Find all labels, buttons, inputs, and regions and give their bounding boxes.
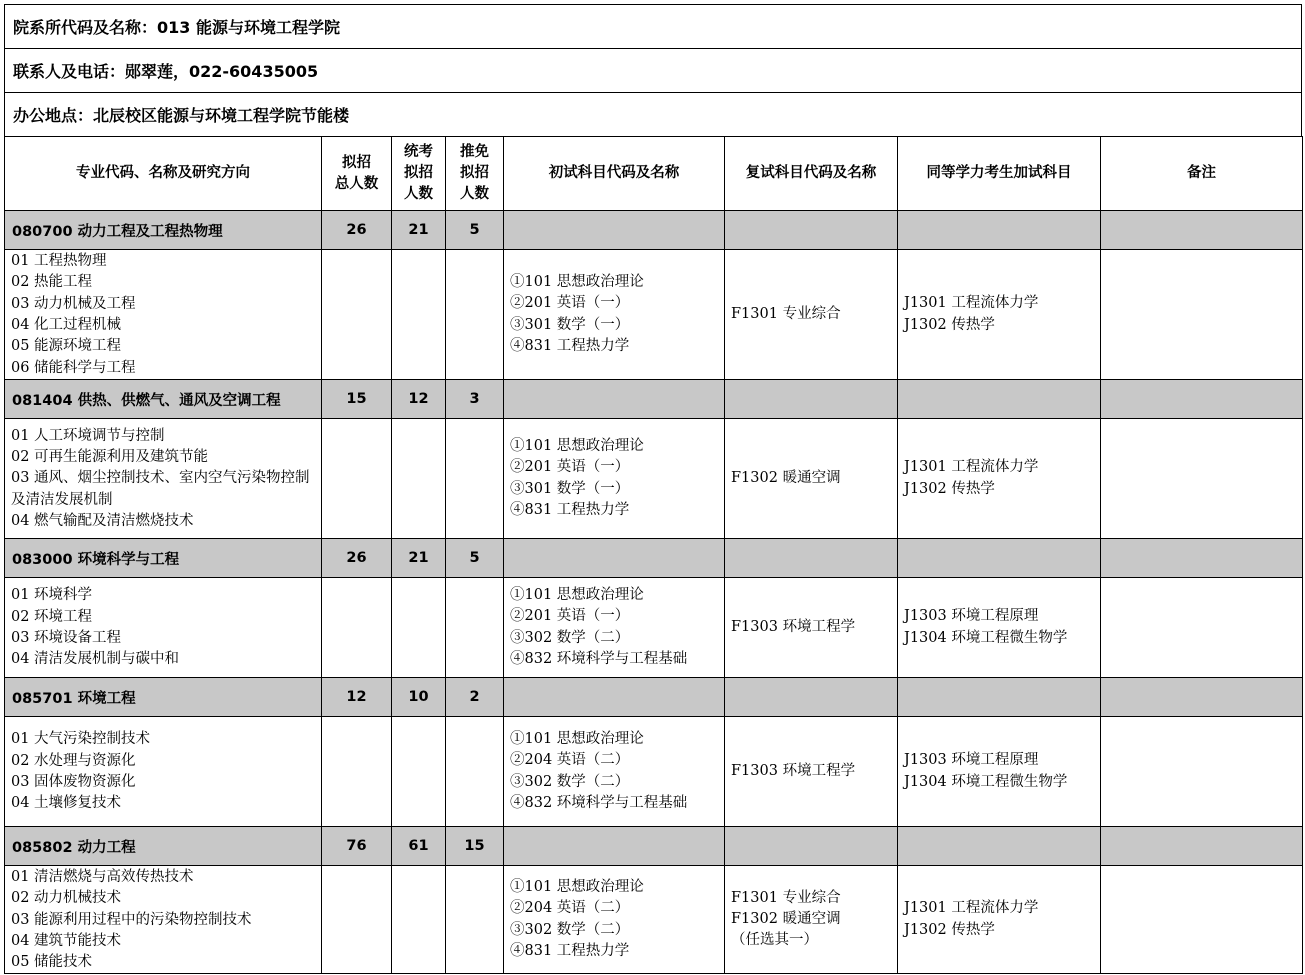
direction-item: 02 水处理与资源化 [11, 752, 136, 769]
retest-subjects [725, 866, 898, 974]
subject-item: ③301 数学（一） [510, 316, 630, 333]
detail-row [5, 717, 1303, 827]
direction-item: 03 通风、烟尘控制技术、室内空气污染物控制及清洁发展机制 [11, 470, 310, 508]
retest-item: F1303 环境工程学 [731, 618, 856, 635]
admission-sheet [4, 4, 1302, 974]
direction-item: 01 人工环境调节与控制 [11, 427, 165, 444]
empty-cell [504, 827, 725, 866]
empty-cell [898, 827, 1101, 866]
subject-item: ②201 英语（一） [510, 459, 630, 476]
subject-item: ②201 英语（一） [510, 295, 630, 312]
direction-item: 06 储能科学与工程 [11, 359, 136, 376]
subject-item: ④831 工程热力学 [510, 337, 630, 354]
major-name: 085701 环境工程 [5, 678, 322, 717]
major-row [5, 678, 1303, 717]
extra-item: J1301 工程流体力学 [904, 900, 1039, 917]
empty-cell [322, 866, 392, 974]
extra-subjects [898, 717, 1101, 827]
exempt-count: 2 [446, 678, 504, 717]
direction-item: 04 燃气输配及清洁燃烧技术 [11, 512, 194, 529]
empty-cell [725, 539, 898, 578]
exempt-count: 5 [446, 211, 504, 250]
subject-item: ①101 思想政治理论 [510, 586, 644, 603]
extra-subjects [898, 866, 1101, 974]
empty-cell [898, 380, 1101, 419]
subject-item: ①101 思想政治理论 [510, 273, 644, 290]
total-count: 26 [322, 539, 392, 578]
direction-item: 04 化工过程机械 [11, 317, 122, 333]
total-count: 26 [322, 211, 392, 250]
prelim-subjects [504, 250, 725, 380]
subject-item: ③302 数学（二） [510, 629, 630, 646]
detail-row [5, 419, 1303, 539]
col-major: 专业代码、名称及研究方向 [5, 137, 322, 211]
subject-item: ④832 环境科学与工程基础 [510, 794, 688, 811]
subject-item: ③302 数学（二） [510, 773, 630, 790]
exam-count: 61 [392, 827, 446, 866]
empty-cell [392, 866, 446, 974]
empty-cell [446, 717, 504, 827]
col-remark: 备注 [1101, 137, 1303, 211]
direction-item: 05 储能技术 [11, 954, 93, 971]
research-directions [5, 419, 322, 539]
direction-item: 01 清洁燃烧与高效传热技术 [11, 869, 194, 885]
subject-item: ④831 工程热力学 [510, 943, 630, 960]
empty-cell [504, 678, 725, 717]
extra-item: J1301 工程流体力学 [904, 295, 1039, 312]
empty-cell [898, 539, 1101, 578]
remark-cell [1101, 717, 1303, 827]
prelim-subjects [504, 419, 725, 539]
prelim-subjects [504, 578, 725, 678]
retest-subjects [725, 419, 898, 539]
subject-item: ②201 英语（一） [510, 608, 630, 625]
empty-cell [446, 866, 504, 974]
empty-cell [392, 419, 446, 539]
detail-row [5, 250, 1303, 380]
research-directions [5, 578, 322, 678]
retest-item: F1301 专业综合 [731, 305, 841, 322]
empty-cell [322, 250, 392, 380]
direction-item: 04 土壤修复技术 [11, 795, 122, 812]
empty-cell [504, 380, 725, 419]
extra-item: J1304 环境工程微生物学 [904, 773, 1068, 790]
majors-table [4, 136, 1303, 974]
exam-count: 21 [392, 539, 446, 578]
direction-item: 02 环境工程 [11, 608, 93, 625]
dept-name: 院系所代码及名称：013 能源与环境工程学院 [13, 18, 340, 37]
contact-row [4, 48, 1302, 92]
direction-item: 01 环境科学 [11, 587, 93, 604]
direction-item: 01 工程热物理 [11, 253, 107, 270]
exam-count: 12 [392, 380, 446, 419]
total-count: 15 [322, 380, 392, 419]
extra-item: J1302 传热学 [904, 316, 995, 333]
empty-cell [1101, 380, 1303, 419]
major-row [5, 539, 1303, 578]
dept-row [4, 4, 1302, 48]
empty-cell [725, 827, 898, 866]
extra-item: J1304 环境工程微生物学 [904, 629, 1068, 646]
retest-item: F1301 专业综合 [731, 889, 841, 906]
empty-cell [392, 717, 446, 827]
direction-item: 03 固体废物资源化 [11, 774, 136, 790]
col-retest: 复试科目代码及名称 [725, 137, 898, 211]
empty-cell [1101, 827, 1303, 866]
retest-subjects [725, 250, 898, 380]
extra-item: J1302 传热学 [904, 480, 995, 497]
empty-cell [725, 678, 898, 717]
subject-item: ②204 英语（二） [510, 752, 630, 769]
retest-item: F1303 环境工程学 [731, 762, 856, 779]
empty-cell [446, 250, 504, 380]
empty-cell [322, 717, 392, 827]
exam-count: 21 [392, 211, 446, 250]
total-count: 76 [322, 827, 392, 866]
table-header-row [5, 137, 1303, 211]
remark-cell [1101, 578, 1303, 678]
empty-cell [446, 578, 504, 678]
office-location: 办公地点：北辰校区能源与环境工程学院节能楼 [13, 106, 350, 125]
major-name: 085802 动力工程 [5, 827, 322, 866]
total-count: 12 [322, 678, 392, 717]
direction-item: 02 热能工程 [11, 274, 93, 291]
remark-cell [1101, 866, 1303, 974]
direction-item: 04 建筑节能技术 [11, 932, 122, 949]
retest-subjects [725, 578, 898, 678]
empty-cell [898, 211, 1101, 250]
extra-subjects [898, 578, 1101, 678]
empty-cell [1101, 211, 1303, 250]
subject-item: ④831 工程热力学 [510, 501, 630, 518]
direction-item: 03 动力机械及工程 [11, 295, 136, 312]
direction-item: 02 可再生能源利用及建筑节能 [11, 449, 209, 466]
subject-item: ③301 数学（一） [510, 480, 630, 497]
subject-item: ③302 数学（二） [510, 921, 630, 938]
contact-info: 联系人及电话：郧翠莲，022-60435005 [13, 62, 319, 81]
col-total: 拟招 总人数 [322, 137, 392, 211]
empty-cell [1101, 678, 1303, 717]
empty-cell [725, 380, 898, 419]
col-extra: 同等学力考生加试科目 [898, 137, 1101, 211]
extra-subjects [898, 250, 1101, 380]
office-row [4, 92, 1302, 136]
prelim-subjects [504, 866, 725, 974]
major-row [5, 211, 1303, 250]
direction-item: 03 环境设备工程 [11, 630, 122, 646]
subject-item: ①101 思想政治理论 [510, 437, 644, 454]
empty-cell [504, 211, 725, 250]
research-directions [5, 866, 322, 974]
empty-cell [322, 578, 392, 678]
retest-item: F1302 暖通空调 [731, 469, 841, 486]
exam-count: 10 [392, 678, 446, 717]
direction-item: 03 能源利用过程中的污染物控制技术 [11, 911, 252, 928]
empty-cell [446, 419, 504, 539]
empty-cell [392, 250, 446, 380]
direction-item: 02 动力机械技术 [11, 890, 122, 907]
retest-item: F1302 暖通空调 [731, 911, 841, 928]
exempt-count: 15 [446, 827, 504, 866]
research-directions [5, 717, 322, 827]
col-exam: 统考 拟招 人数 [392, 137, 446, 211]
major-row [5, 827, 1303, 866]
subject-item: ①101 思想政治理论 [510, 730, 644, 747]
empty-cell [1101, 539, 1303, 578]
col-exempt: 推免 拟招 人数 [446, 137, 504, 211]
subject-item: ④832 环境科学与工程基础 [510, 650, 688, 667]
empty-cell [898, 678, 1101, 717]
major-name: 081404 供热、供燃气、通风及空调工程 [5, 380, 322, 419]
empty-cell [322, 419, 392, 539]
subject-item: ②204 英语（二） [510, 900, 630, 917]
prelim-subjects [504, 717, 725, 827]
empty-cell [725, 211, 898, 250]
major-name: 080700 动力工程及工程热物理 [5, 211, 322, 250]
remark-cell [1101, 419, 1303, 539]
direction-item: 01 大气污染控制技术 [11, 731, 151, 748]
subject-item: ①101 思想政治理论 [510, 879, 644, 896]
extra-subjects [898, 419, 1101, 539]
detail-row [5, 578, 1303, 678]
empty-cell [504, 539, 725, 578]
empty-cell [392, 578, 446, 678]
extra-item: J1303 环境工程原理 [904, 608, 1039, 625]
major-row [5, 380, 1303, 419]
detail-row [5, 866, 1303, 974]
remark-cell [1101, 250, 1303, 380]
extra-item: J1302 传热学 [904, 921, 995, 938]
direction-item: 05 能源环境工程 [11, 338, 122, 355]
retest-subjects [725, 717, 898, 827]
exempt-count: 5 [446, 539, 504, 578]
table-body [5, 211, 1303, 974]
research-directions [5, 250, 322, 380]
exempt-count: 3 [446, 380, 504, 419]
direction-item: 04 清洁发展机制与碳中和 [11, 651, 180, 668]
major-name: 083000 环境科学与工程 [5, 539, 322, 578]
col-prelim: 初试科目代码及名称 [504, 137, 725, 211]
extra-item: J1301 工程流体力学 [904, 459, 1039, 476]
retest-item: （任选其一） [731, 932, 818, 949]
extra-item: J1303 环境工程原理 [904, 752, 1039, 769]
